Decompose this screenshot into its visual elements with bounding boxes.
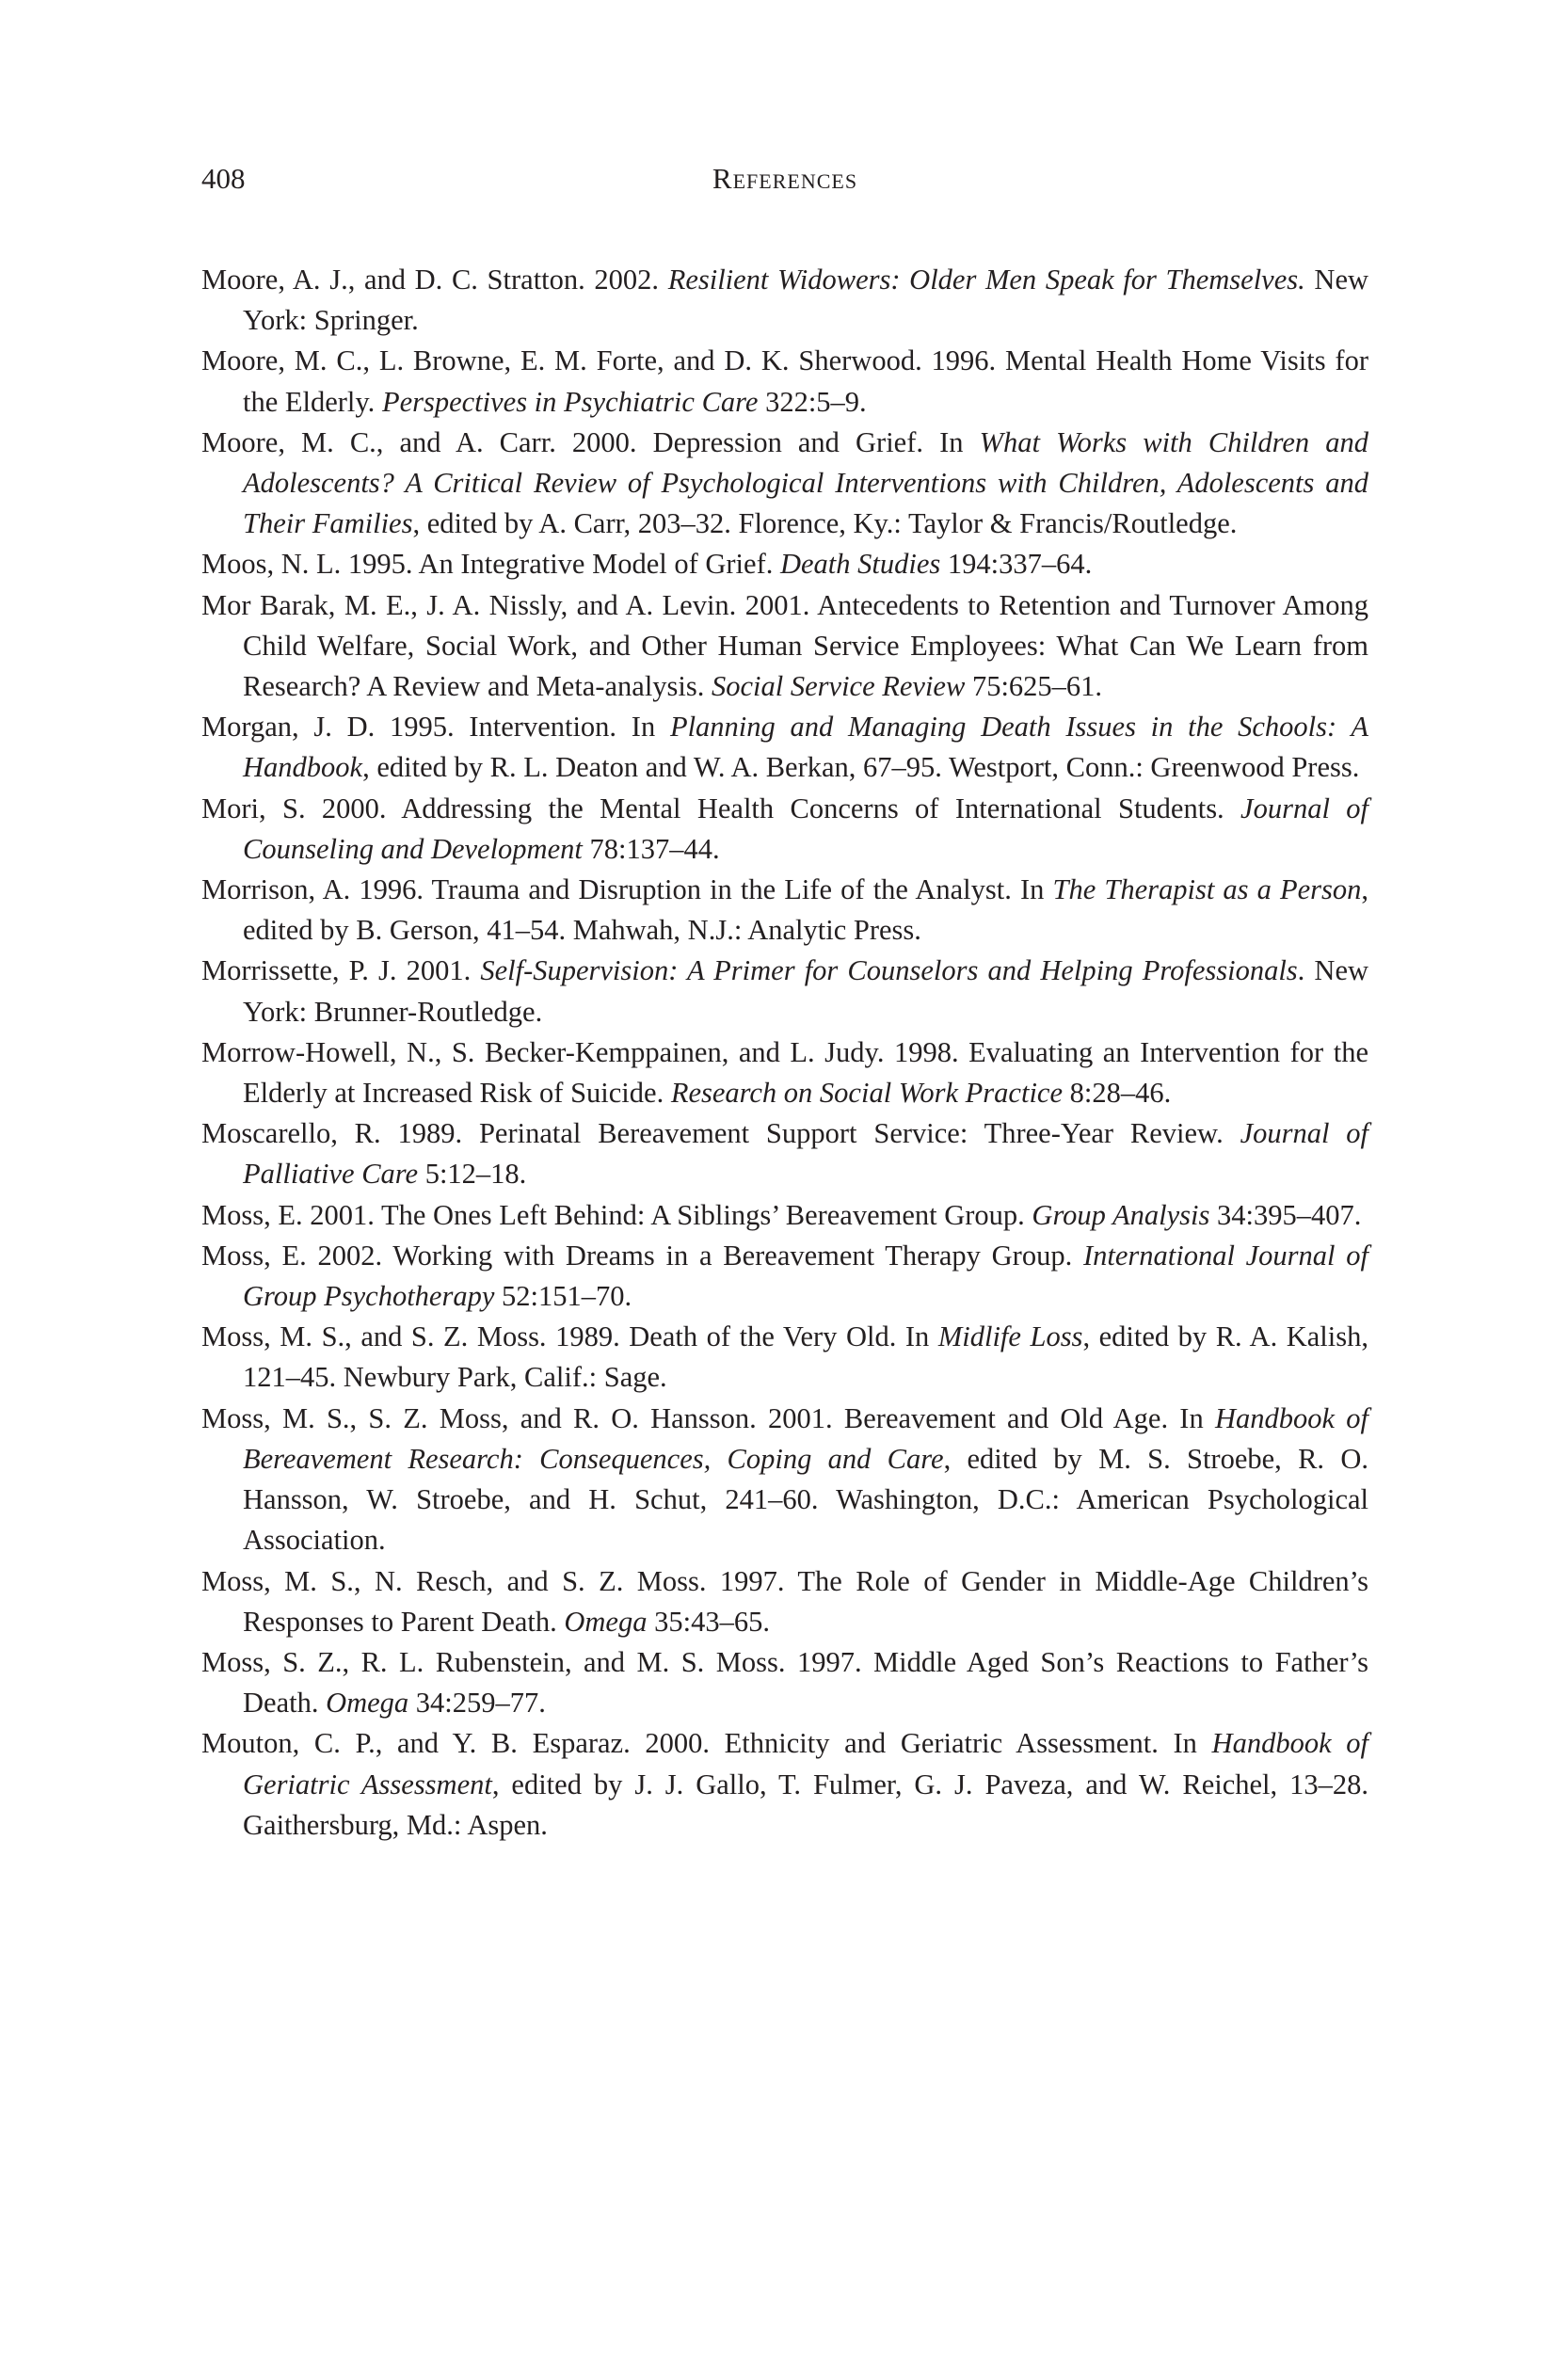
reference-text: Morrison, A. 1996. Trauma and Disruption in the Life of the Analyst. In: [201, 873, 1053, 906]
reference-text: Mor Barak, M. E., J. A. Nissly, and A. Levin. 2001. Antecedents to Retention and Turnover Among Child Welfare, Social Work, and Other Human Service Employees: What Can We Learn from Research? A Review and Meta-analysis.: [201, 588, 1368, 703]
reference-title-italic: Self-Supervision: A Primer for Counselors and Helping Professionals: [480, 954, 1298, 987]
reference-entry: [201, 423, 1368, 545]
reference-title-italic: Resilient Widowers: Older Men Speak for Themselves.: [667, 264, 1305, 296]
reference-text: Moss, E. 2001. The Ones Left Behind: A Siblings’ Bereavement Group.: [201, 1198, 1032, 1231]
reference-title-italic: Group Analysis: [1032, 1198, 1210, 1231]
reference-title-italic: Journal of Palliative Care: [243, 1117, 1369, 1191]
reference-text: Moore, A. J., and D. C. Stratton. 2002.: [201, 264, 668, 296]
reference-entry: [201, 1236, 1368, 1317]
reference-text: Morgan, J. D. 1995. Intervention. In: [201, 711, 670, 744]
reference-text: 34:395–407.: [1209, 1198, 1362, 1231]
reference-text: Moore, M. C., and A. Carr. 2000. Depression and Grief. In: [201, 425, 980, 458]
reference-text: Moss, M. S., S. Z. Moss, and R. O. Hansson. 2001. Bereavement and Old Age. In: [201, 1401, 1215, 1434]
reference-text: 75:625–61.: [965, 670, 1103, 703]
reference-entry: [201, 870, 1368, 951]
reference-entry: [201, 1113, 1368, 1194]
reference-text: Moore, M. C., L. Browne, E. M. Forte, and D. K. Sherwood. 1996. Mental Health Home Visits for the Elderly.: [201, 344, 1368, 418]
reference-text: 78:137–44.: [582, 832, 720, 865]
reference-text: Moss, E. 2002. Working with Dreams in a Bereavement Therapy Group.: [201, 1239, 1083, 1272]
reference-text: Moss, M. S., N. Resch, and S. Z. Moss. 1997. The Role of Gender in Middle-Age Children’s Responses to Parent Death.: [201, 1564, 1368, 1638]
reference-entry: [201, 341, 1368, 422]
reference-text: 52:151–70.: [494, 1280, 632, 1313]
reference-entry: [201, 1642, 1368, 1723]
reference-title-italic: Omega: [564, 1605, 648, 1638]
running-title: References: [712, 162, 858, 195]
reference-text: 194:337–64.: [940, 548, 1093, 581]
reference-text: Moss, M. S., and S. Z. Moss. 1989. Death of the Very Old. In: [201, 1320, 938, 1353]
reference-entry: [201, 707, 1368, 788]
reference-title-italic: What Works with Children and Adolescents? A Critical Review of Psychological Interventions with Children, Adolescents and Their Families: [243, 425, 1368, 540]
reference-text: Mouton, C. P., and Y. B. Esparaz. 2000. Ethnicity and Geriatric Assessment. In: [201, 1727, 1212, 1760]
reference-entry: [201, 1561, 1368, 1642]
reference-entry: [201, 544, 1368, 584]
reference-text: Morrissette, P. J. 2001.: [201, 954, 481, 987]
reference-text: , edited by B. Gerson, 41–54. Mahwah, N.J.: Analytic Press.: [243, 873, 1368, 947]
reference-title-italic: Death Studies: [779, 548, 941, 581]
reference-entry: [201, 585, 1368, 708]
reference-entry: [201, 1032, 1368, 1113]
reference-entry: [201, 1317, 1368, 1398]
reference-text: , edited by M. S. Stroebe, R. O. Hansson, W. Stroebe, and H. Schut, 241–60. Washington, D.C.: American Psychological Association.: [243, 1442, 1368, 1557]
reference-title-italic: Midlife Loss: [937, 1320, 1083, 1353]
reference-text: 322:5–9.: [758, 385, 867, 418]
reference-text: , edited by R. A. Kalish, 121–45. Newbury Park, Calif.: Sage.: [243, 1320, 1368, 1394]
reference-title-italic: The Therapist as a Person: [1052, 873, 1362, 906]
reference-title-italic: Perspectives in Psychiatric Care: [381, 385, 759, 418]
reference-entry: [201, 951, 1368, 1032]
reference-list: [201, 260, 1368, 1846]
reference-text: 35:43–65.: [647, 1605, 770, 1638]
reference-text: Mori, S. 2000. Addressing the Mental Health Concerns of International Students.: [201, 792, 1241, 824]
reference-title-italic: Handbook of Geriatric Assessment: [243, 1727, 1368, 1800]
reference-entry: [201, 260, 1368, 341]
reference-entry: [201, 1723, 1368, 1846]
reference-text: Moss, S. Z., R. L. Rubenstein, and M. S. Moss. 1997. Middle Aged Son’s Reactions to Father’s Death.: [201, 1645, 1368, 1720]
running-head: [201, 158, 1368, 200]
reference-title-italic: Journal of Counseling and Development: [243, 792, 1369, 865]
reference-text: , edited by J. J. Gallo, T. Fulmer, G. J. Paveza, and W. Reichel, 13–28. Gaithersburg, Md.: Aspen.: [243, 1768, 1368, 1841]
reference-title-italic: International Journal of Group Psychotherapy: [243, 1239, 1368, 1313]
reference-entry: [201, 1195, 1368, 1236]
page-number: 408: [201, 162, 246, 195]
reference-entry: [201, 1399, 1368, 1561]
reference-text: 34:259–77.: [408, 1687, 546, 1720]
reference-text: . New York: Brunner-Routledge.: [243, 954, 1369, 1028]
reference-text: 8:28–46.: [1063, 1077, 1172, 1110]
reference-title-italic: Omega: [326, 1687, 409, 1720]
reference-title-italic: Handbook of Bereavement Research: Consequences, Coping and Care: [243, 1401, 1368, 1475]
reference-text: Morrow-Howell, N., S. Becker-Kemppainen, and L. Judy. 1998. Evaluating an Intervention for the Elderly at Increased Risk of Suicide.: [201, 1035, 1368, 1110]
reference-text: , edited by R. L. Deaton and W. A. Berkan, 67–95. Westport, Conn.: Greenwood Press.: [362, 751, 1360, 784]
reference-text: , edited by A. Carr, 203–32. Florence, Ky.: Taylor & Francis/Routledge.: [412, 507, 1238, 540]
reference-text: New York: Springer.: [243, 264, 1369, 337]
reference-text: Moscarello, R. 1989. Perinatal Bereavement Support Service: Three-Year Review.: [201, 1117, 1240, 1150]
reference-title-italic: Social Service Review: [712, 670, 966, 703]
reference-title-italic: Planning and Managing Death Issues in the Schools: A Handbook: [243, 711, 1368, 784]
reference-title-italic: Research on Social Work Practice: [670, 1077, 1063, 1110]
reference-text: 5:12–18.: [418, 1158, 527, 1191]
reference-entry: [201, 789, 1368, 870]
reference-text: Moos, N. L. 1995. An Integrative Model of Grief.: [201, 548, 780, 581]
